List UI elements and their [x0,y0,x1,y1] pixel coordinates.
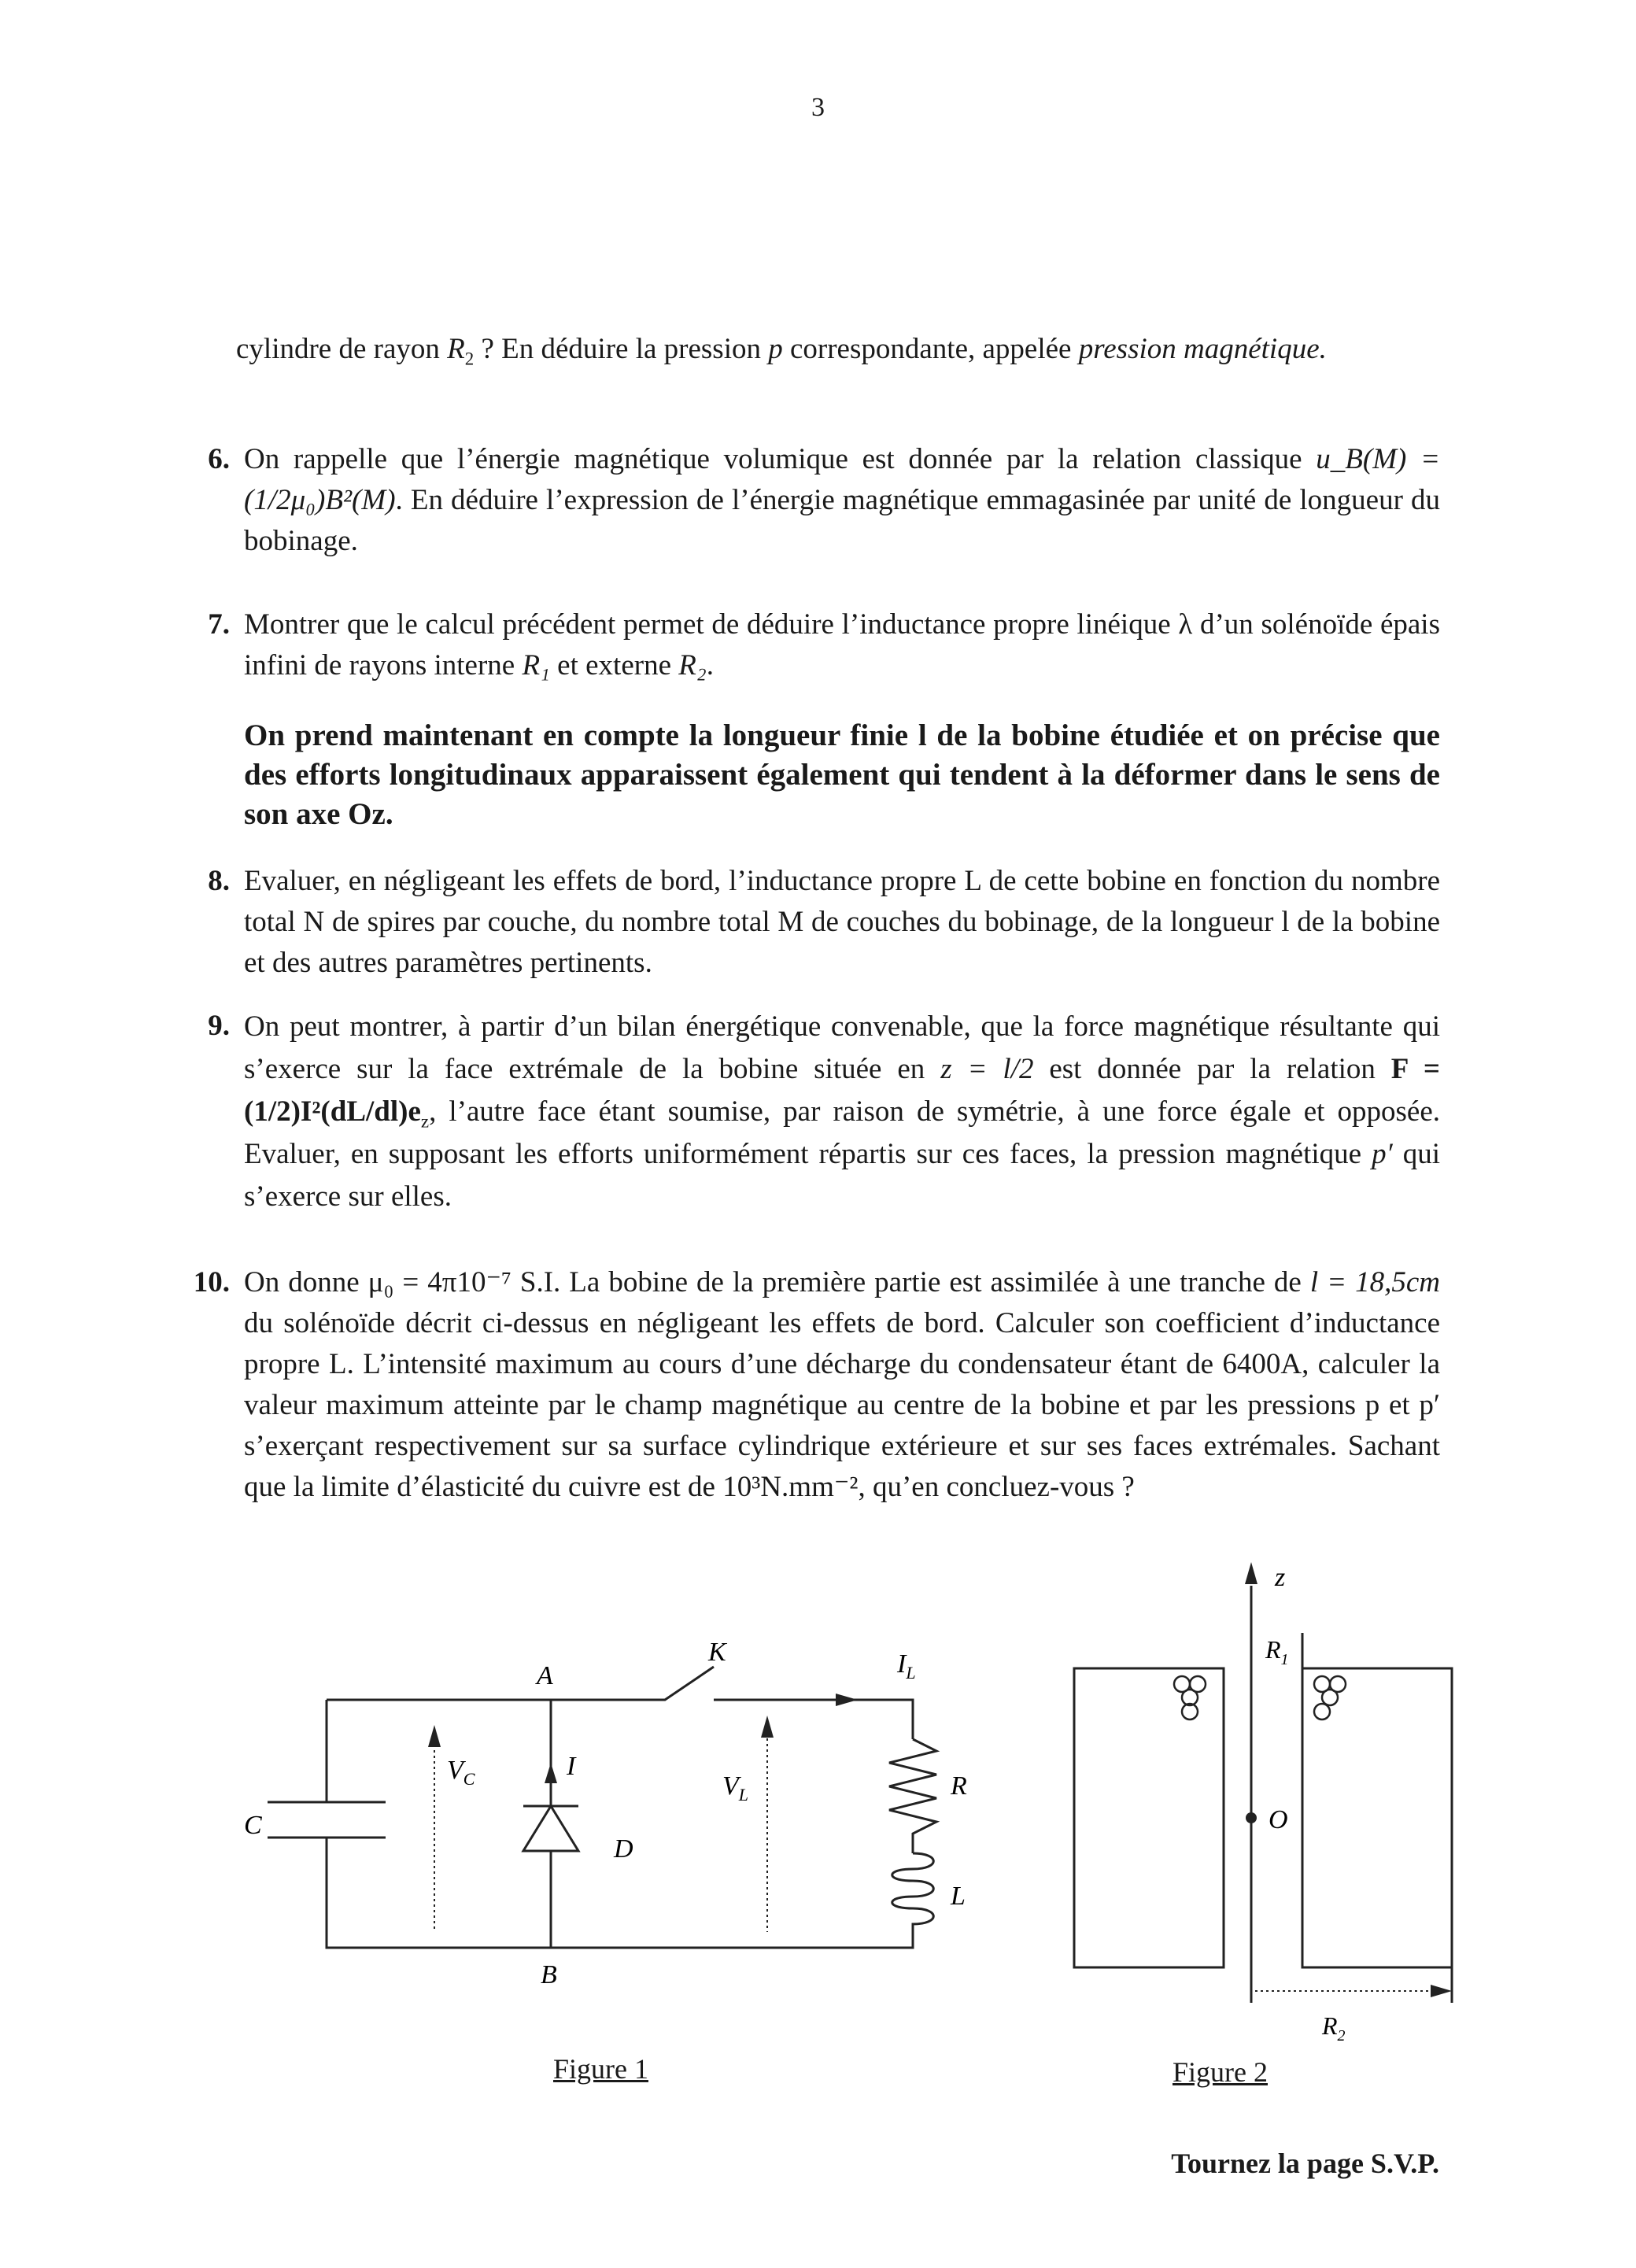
question-10 [179,1262,1440,1508]
q10-text: du solénoïde décrit ci-dessus en négligeant les effets de bord. Calculer son coefficient d’inductance propre L. L’intensité maximum au cours d’une décharge du condensateur étant de 6400A, calculer la valeur maximum atteinte par le champ magnétique au centre de la bobine et par les pressions p et p′ s’exerçant respectivement sur sa surface cylindrique extérieure et sur ses faces extrémales. Sachant que la limite d’élasticité du cuivre est de [244,1307,1440,1503]
question-number: 9. [208,1010,230,1042]
label-d: D [614,1834,633,1864]
question-number: 7. [208,608,230,641]
q7-r2: R₂ [678,649,707,682]
label-b: B [541,1960,557,1989]
vl-arrow [761,1716,774,1738]
q9-z-equation: z = l/2 [940,1053,1034,1085]
q6-text: . En déduire l’expression de l’énergie magnétique emmagasinée par unité de longueur du bobinage. [244,484,1440,557]
z-axis-arrow [1245,1562,1257,1584]
intro-paragraph [236,329,1440,370]
label-c: C [244,1811,262,1840]
intro-r2-sub: 2 [464,349,475,369]
q10-text: On donne [244,1266,368,1298]
label-l: L [951,1882,966,1911]
label-il: $I_L$ [897,1649,916,1683]
intro-r2: R [447,333,465,365]
q10-mu0: μ₀ = 4π10⁻⁷ S.I. [367,1266,561,1298]
label-r: R [951,1771,967,1801]
label-i: I [567,1752,576,1781]
q9-formula: F = (1/2)I²(dL/dl)e [244,1053,1440,1128]
q9-text: On peut montrer, à partir d’un bilan énergétique convenable, que la force magnétique résultante qui s’exerce sur la face extrémale de la bobine située en [244,1010,1440,1085]
label-z: z [1275,1563,1286,1592]
question-7 [179,604,1440,686]
q9-text: , l’autre face étant soumise, par raison de symétrie, à une force égale et opposée. Evaluer, en supposant les efforts uniformément répartis sur ces faces, la pression magnétique [244,1095,1440,1170]
q7-r1: R₁ [522,649,550,682]
question-text [244,1006,1440,1218]
vc-arrow [428,1725,441,1747]
q9-formula-sub: z [420,1111,430,1132]
page-number: 3 [811,93,825,122]
question-text [244,1262,1440,1508]
diode-current-arrow [545,1763,557,1783]
q10-elasticity-limit: 10³N.mm⁻² [722,1471,859,1503]
label-vc: $V_C$ [447,1756,475,1789]
intro-text: correspondante, appelée [782,333,1079,365]
q9-text: est donnée par la relation [1033,1053,1391,1085]
figure-1-caption: Figure 1 [553,2053,648,2085]
intro-p: p [768,333,783,365]
label-r2: $R_2$ [1322,2011,1346,2042]
intro-emphasis: pression magnétique. [1078,333,1327,365]
q6-text: On rappelle que l’énergie magnétique volumique est donnée par la relation classique [244,443,1317,475]
question-text [244,604,1440,686]
question-text: Evaluer, en négligeant les effets de bord, l’inductance propre L de cette bobine en fonction du nombre total N de spires par couche, du nombre total M de couches du bobinage, de la longueur l de la bobine et des autres paramètres pertinents. [244,865,1440,979]
figure-2-caption: Figure 2 [1173,2056,1268,2088]
label-a: A [537,1661,553,1690]
current-arrow-il [836,1694,858,1706]
question-number: 10. [193,1266,230,1298]
question-text [244,439,1440,562]
origin-point [1246,1812,1257,1823]
label-vl: $V_L$ [722,1771,749,1804]
bold-note: On prend maintenant en compte la longueur finie l de la bobine étudiée et on précise que des efforts longitudinaux apparaissent également qui tendent à la déformer dans le sens de son axe Oz. [244,718,1440,831]
figure-1-circuit [228,1637,992,2015]
question-9 [179,1006,1440,1218]
intro-text: cylindre de rayon [236,333,448,365]
r2-arrow [1431,1985,1452,1997]
label-o: O [1269,1805,1288,1834]
q10-text: La bobine de la première partie est assimilée à une tranche de [560,1266,1310,1298]
q7-text: Montrer que le calcul précédent permet de déduire l’inductance propre linéique λ d’un solénoïde épais infini de rayons interne [244,608,1440,682]
footer-note: Tournez la page S.V.P. [1171,2148,1439,2179]
intro-text: ? En déduire la pression [474,333,769,365]
question-8 [179,861,1440,984]
q7-text: et externe [549,649,679,682]
q9-p-prime: p′ [1372,1138,1393,1170]
question-number: 6. [208,443,230,475]
q6-formula: u_B(M) = (1/2μ₀)B²(M) [244,443,1440,516]
q9-text: qui s’exerce sur elles. [244,1138,1441,1213]
label-k: K [708,1638,726,1667]
q7-text: . [706,649,714,682]
question-number: 8. [208,865,230,897]
figure-2-solenoid [1054,1554,1464,2042]
label-r1: $R_1$ [1265,1635,1289,1668]
question-6 [179,439,1440,562]
q10-l-value: l = 18,5cm [1309,1266,1440,1298]
q10-text: , qu’en concluez-vous ? [858,1471,1135,1503]
